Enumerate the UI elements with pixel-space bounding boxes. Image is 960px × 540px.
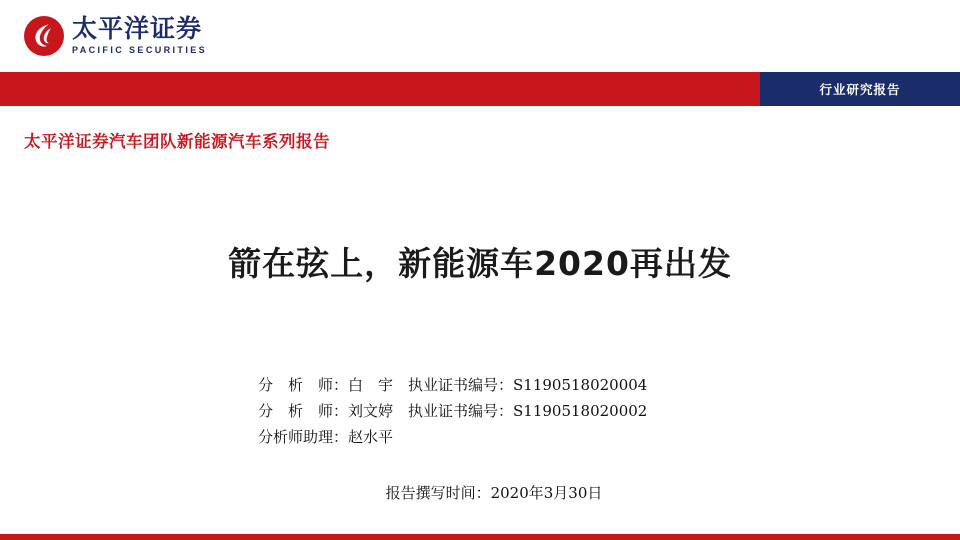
logo-text bbox=[72, 16, 207, 55]
footer-rule bbox=[0, 534, 960, 540]
header-red-band bbox=[0, 72, 960, 106]
page-title: 箭在弦上，新能源车2020再出发 bbox=[228, 244, 732, 283]
series-subtitle: 太平洋证券汽车团队新能源汽车系列报告 bbox=[24, 132, 330, 151]
logo-company-cn: 太平洋证券 bbox=[72, 14, 203, 44]
logo-company-en: PACIFIC SECURITIES bbox=[72, 44, 208, 55]
author-row: 分 析 师：白 宇 执业证书编号：S1190518020004 bbox=[258, 376, 648, 394]
swirl-icon bbox=[33, 23, 55, 49]
author-row: 分 析 师：刘文婷 执业证书编号：S1190518020002 bbox=[258, 402, 648, 420]
company-logo bbox=[24, 12, 207, 60]
report-date: 报告撰写时间：2020年3月30日 bbox=[385, 484, 603, 502]
author-row: 分析师助理：赵水平 bbox=[258, 428, 394, 446]
pacific-securities-logo-icon bbox=[24, 16, 64, 56]
report-type-badge: 行业研究报告 bbox=[760, 72, 960, 106]
author-block bbox=[258, 372, 647, 450]
